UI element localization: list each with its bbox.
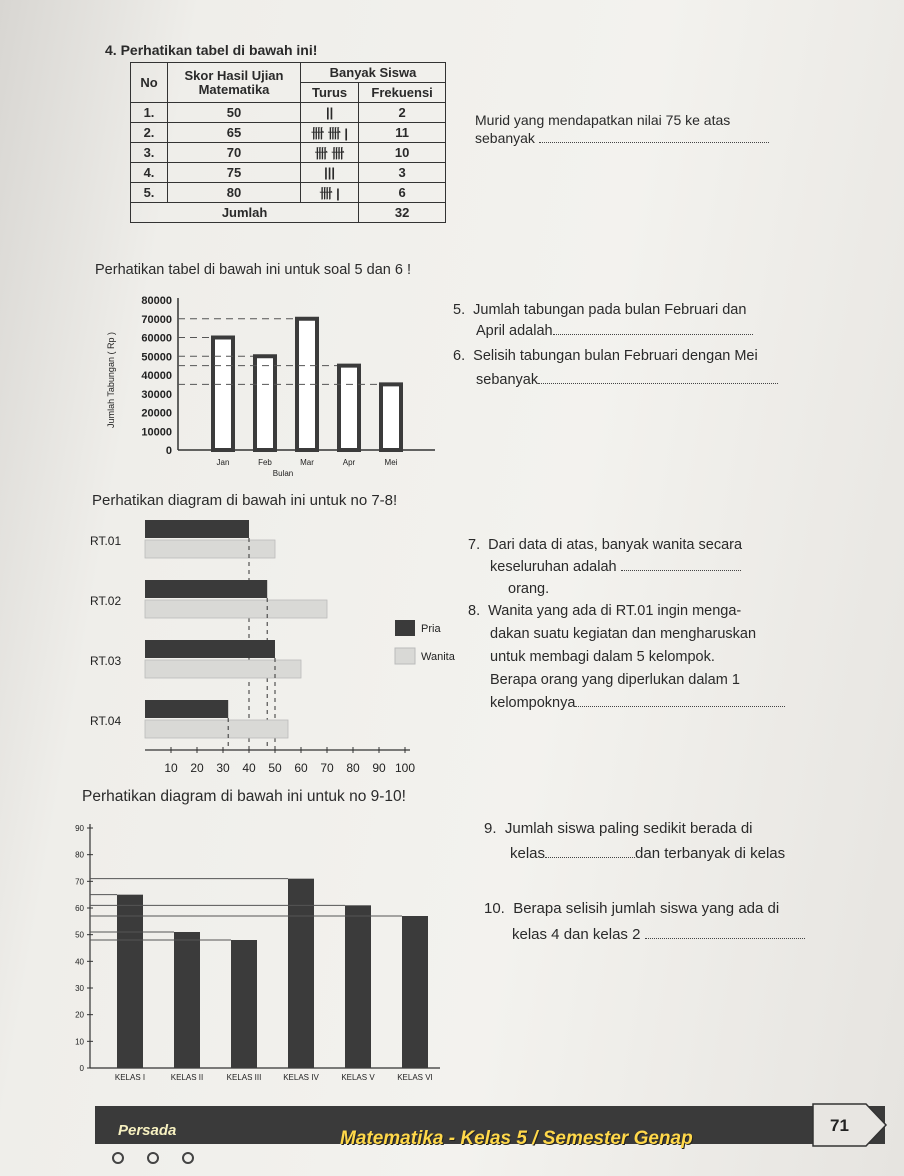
q9-number: 9. xyxy=(484,820,497,837)
q10 xyxy=(484,898,779,919)
rt-chart xyxy=(90,512,470,782)
col-frekuensi: Frekuensi xyxy=(359,83,446,103)
q6-answer-blank[interactable] xyxy=(538,383,778,384)
q9-line2a: kelas xyxy=(510,845,546,862)
table-row xyxy=(131,143,446,163)
y-tick-label: 80 xyxy=(75,850,84,860)
x-tick-label: 80 xyxy=(346,761,360,775)
footer-title: Matematika - Kelas 5 / Semester Genap xyxy=(340,1128,693,1149)
q8-line2: dakan suatu kegiatan dan mengharuskan xyxy=(490,626,757,642)
q8-line5-wrap xyxy=(490,693,785,714)
bar xyxy=(117,895,143,1068)
x-tick-label: Apr xyxy=(342,458,356,467)
legend-swatch-wanita xyxy=(395,648,415,664)
category-label: RT.01 xyxy=(90,534,122,548)
bar-wanita xyxy=(145,600,327,618)
q8-number: 8. xyxy=(468,603,481,619)
bar-pria xyxy=(145,520,249,538)
bar xyxy=(231,940,257,1068)
bar-wanita xyxy=(145,540,275,558)
q9-line2 xyxy=(510,843,785,864)
q10-line1: Berapa selisih jumlah siswa yang ada di xyxy=(513,900,780,917)
table-row xyxy=(131,163,446,183)
category-label: RT.03 xyxy=(90,654,122,668)
tally-cell: || xyxy=(301,103,359,123)
brand-logo: Persada xyxy=(118,1122,177,1139)
q8-answer-blank[interactable] xyxy=(575,706,785,707)
y-tick-label: 70 xyxy=(75,877,84,887)
savings-chart xyxy=(100,280,445,480)
x-tick-label: 90 xyxy=(372,761,386,775)
x-tick-label: 20 xyxy=(190,761,204,775)
x-tick-label: KELAS III xyxy=(226,1073,262,1082)
x-tick-label: 40 xyxy=(242,761,256,775)
q8-line3: untuk membagi dalam 5 kelompok. xyxy=(490,649,715,665)
y-tick-label: 40 xyxy=(75,957,84,967)
q10-number: 10. xyxy=(484,900,505,917)
q7-line3: orang. xyxy=(508,581,550,597)
x-tick-label: Feb xyxy=(258,458,272,467)
q5-line1: Jumlah tabungan pada bulan Februari dan xyxy=(473,302,747,318)
cell: 11 xyxy=(359,123,446,143)
tally-cell: 卌 | xyxy=(301,183,359,203)
bar-pria xyxy=(145,700,228,718)
bar xyxy=(345,905,371,1068)
q7-line1: Dari data di atas, banyak wanita secara xyxy=(488,537,743,553)
q8 xyxy=(468,601,741,622)
bar-pria xyxy=(145,580,267,598)
x-tick-label: 30 xyxy=(216,761,230,775)
x-tick-label: Jan xyxy=(216,458,230,467)
q7-line2-wrap xyxy=(490,557,741,578)
cell: 2. xyxy=(131,123,168,143)
cell: 80 xyxy=(168,183,301,203)
y-tick-label: 10 xyxy=(75,1037,84,1047)
y-tick-label: 40000 xyxy=(141,370,172,382)
col-turus: Turus xyxy=(301,83,359,103)
y-tick-label: 20000 xyxy=(141,407,172,420)
q7 xyxy=(468,535,742,556)
bar xyxy=(174,932,200,1068)
q4-line2-text: sebanyak xyxy=(475,130,535,146)
y-tick-label: 70000 xyxy=(141,313,172,326)
tally-cell: ||| xyxy=(301,163,359,183)
y-tick-label: 20 xyxy=(75,1010,84,1020)
x-tick-label: KELAS I xyxy=(114,1073,146,1082)
x-tick-label: KELAS VI xyxy=(397,1073,433,1082)
legend-swatch-pria xyxy=(395,620,415,636)
x-tick-label: KELAS II xyxy=(170,1073,204,1082)
intro-5-6: Perhatikan tabel di bawah ini untuk soal 5 dan 6 ! xyxy=(95,262,411,278)
y-tick-label: 0 xyxy=(165,445,172,457)
table-row xyxy=(131,183,446,203)
q6-number: 6. xyxy=(453,348,466,364)
cell: 50 xyxy=(168,103,301,123)
q4-line1: Murid yang mendapatkan nilai 75 ke atas xyxy=(475,112,731,128)
page-number: 71 xyxy=(830,1116,849,1135)
intro-7-8: Perhatikan diagram di bawah ini untuk no 7-8! xyxy=(92,492,398,509)
cell: 70 xyxy=(168,143,301,163)
y-tick-label: 10000 xyxy=(141,426,172,439)
table-row xyxy=(131,123,446,143)
y-tick-label: 0 xyxy=(79,1064,84,1073)
q9-line2b: dan terbanyak di kelas xyxy=(635,845,786,862)
bar xyxy=(381,384,401,450)
q9 xyxy=(484,818,753,839)
x-tick-label: 100 xyxy=(394,761,416,775)
cell: 75 xyxy=(168,163,301,183)
x-tick-label: 60 xyxy=(294,761,308,775)
q6-line1: Selisih tabungan bulan Februari dengan Mei xyxy=(473,348,758,364)
bar-wanita xyxy=(145,720,288,738)
q8-line1: Wanita yang ada di RT.01 ingin menga- xyxy=(488,603,742,619)
col-skor: Skor Hasil Ujian Matematika xyxy=(168,63,301,103)
q5-line2-wrap xyxy=(476,321,753,342)
cell: 1. xyxy=(131,103,168,123)
category-label: RT.02 xyxy=(90,594,122,608)
cell: 10 xyxy=(359,143,446,163)
x-tick-label: Mar xyxy=(300,458,314,467)
cell: 65 xyxy=(168,123,301,143)
bar xyxy=(255,356,275,450)
q9-line1: Jumlah siswa paling sedikit berada di xyxy=(504,820,753,837)
q4-line2 xyxy=(475,130,769,146)
q6-line2-wrap xyxy=(476,370,778,391)
col-no: No xyxy=(131,63,168,103)
bar-pria xyxy=(145,640,275,658)
y-tick-label: 30000 xyxy=(141,388,172,401)
class-chart xyxy=(60,810,460,1090)
bar xyxy=(213,338,233,451)
q10-line2-wrap xyxy=(512,924,805,945)
q10-line2: kelas 4 dan kelas 2 xyxy=(512,926,641,943)
q7-number: 7. xyxy=(468,537,481,553)
q5-answer-blank[interactable] xyxy=(553,334,753,335)
q7-answer-blank[interactable] xyxy=(621,570,741,571)
x-tick-label: 70 xyxy=(320,761,334,775)
x-axis-title: Bulan xyxy=(272,469,294,478)
q5 xyxy=(453,300,746,321)
total-value: 32 xyxy=(359,203,446,223)
tally-cell: 卌 卌 | xyxy=(301,123,359,143)
q6 xyxy=(453,346,758,367)
x-tick-label: Mei xyxy=(384,458,398,467)
x-tick-label: KELAS IV xyxy=(283,1073,319,1082)
q9-answer-blank-1[interactable] xyxy=(545,857,635,858)
q4-answer-blank[interactable] xyxy=(539,142,769,143)
cell: 6 xyxy=(359,183,446,203)
y-tick-label: 80000 xyxy=(141,295,172,307)
q7-line2: keseluruhan adalah xyxy=(490,559,617,575)
x-tick-label: 50 xyxy=(268,761,282,775)
legend-label-wanita: Wanita xyxy=(421,651,455,663)
category-label: RT.04 xyxy=(90,714,122,728)
x-tick-label: KELAS V xyxy=(341,1073,375,1082)
q8-line4: Berapa orang yang diperlukan dalam 1 xyxy=(490,672,740,688)
q8-line5: kelompoknya xyxy=(490,695,576,711)
y-tick-label: 50 xyxy=(75,930,84,940)
bar xyxy=(288,879,314,1068)
q5-number: 5. xyxy=(453,302,466,318)
bar xyxy=(339,366,359,450)
y-tick-label: 30 xyxy=(75,984,84,993)
cell: 2 xyxy=(359,103,446,123)
y-axis-title: Jumlah Tabungan ( Rp ) xyxy=(106,332,116,428)
tally-cell: 卌 卌 xyxy=(301,143,359,163)
cell: 4. xyxy=(131,163,168,183)
y-tick-label: 50000 xyxy=(141,351,172,364)
y-tick-label: 90 xyxy=(75,824,84,833)
cell: 5. xyxy=(131,183,168,203)
q5-line2: April adalah xyxy=(476,323,553,339)
x-tick-label: 10 xyxy=(164,761,178,775)
bar-wanita xyxy=(145,660,301,678)
cell: 3. xyxy=(131,143,168,163)
q4-header: 4. Perhatikan tabel di bawah ini! xyxy=(105,42,318,58)
q6-line2: sebanyak xyxy=(476,372,539,388)
total-label: Jumlah xyxy=(131,203,359,223)
col-banyak: Banyak Siswa xyxy=(301,63,446,83)
legend-label-pria: Pria xyxy=(421,623,441,635)
y-tick-label: 60000 xyxy=(141,332,172,345)
cell: 3 xyxy=(359,163,446,183)
intro-9-10: Perhatikan diagram di bawah ini untuk no 9-10! xyxy=(82,788,406,805)
table-row xyxy=(131,103,446,123)
score-table xyxy=(130,62,446,223)
table-total-row xyxy=(131,203,446,223)
q10-answer-blank[interactable] xyxy=(645,938,805,939)
bar xyxy=(402,916,428,1068)
y-tick-label: 60 xyxy=(75,904,84,913)
decor-dots xyxy=(108,1148,218,1168)
